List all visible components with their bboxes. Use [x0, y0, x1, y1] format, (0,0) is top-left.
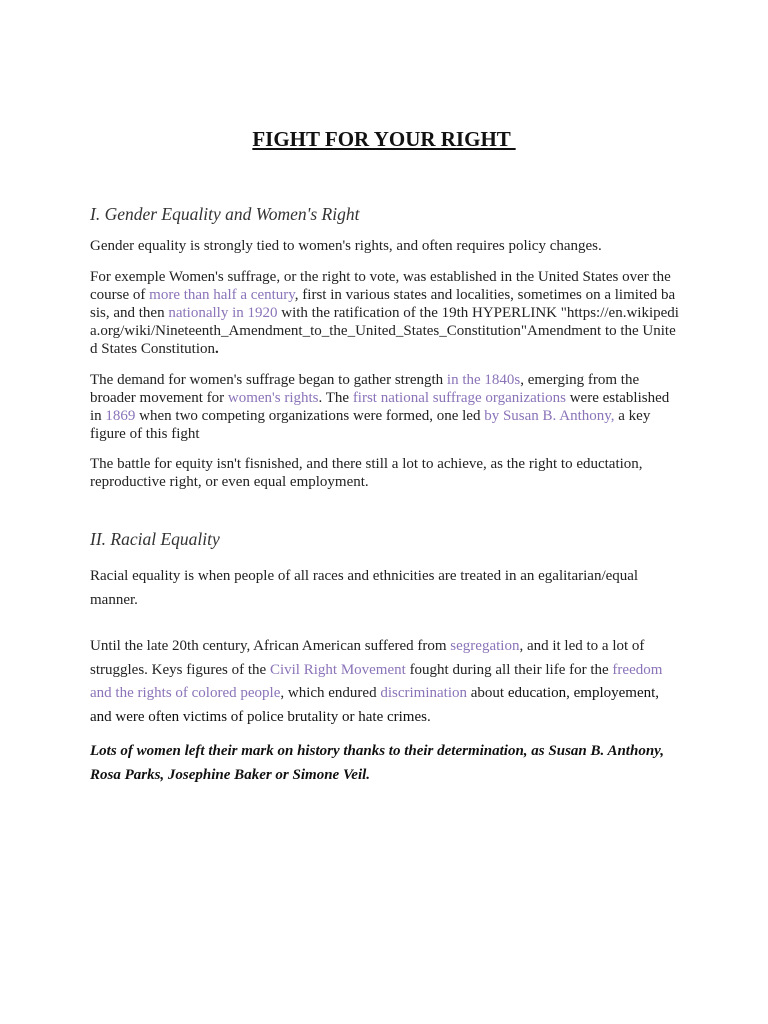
section-heading-racial-equality: II. Racial Equality — [90, 529, 220, 549]
text-run: were established in — [90, 390, 670, 424]
link-1869[interactable]: 1869 — [105, 408, 136, 424]
link-freedom-rights-colored-people[interactable]: freedom and the rights of colored people — [90, 661, 663, 701]
text-run: The demand for women's suffrage began to gather strength — [90, 372, 447, 388]
section-racial-equality — [90, 529, 680, 550]
section-gender-equality — [90, 204, 680, 225]
document-title: FIGHT FOR YOUR RIGHT — [252, 127, 516, 151]
text-run: fought during all their life for the — [405, 661, 613, 678]
text-run: , and it led to a lot of struggles. Keys figures of the — [90, 638, 645, 678]
paragraph-suffrage-demand — [90, 371, 680, 443]
link-segregation[interactable]: segregation — [450, 638, 520, 654]
text-run: . The — [318, 390, 353, 406]
text-run: education, employement, and were often victims of police brutality or hate crimes — [90, 685, 660, 725]
section-heading-gender-equality: I. Gender Equality and Women's Right — [90, 204, 360, 224]
link-more-than-half-century[interactable]: more than half a century — [149, 287, 295, 303]
link-in-the-1840s[interactable]: in the 1840s — [446, 372, 521, 388]
paragraph-segregation — [90, 635, 680, 729]
text-run: about — [466, 685, 508, 701]
closing-text: Lots of women left their mark on history thanks to their determination, as Susan B. Anthony, Rosa Parks, Josephine Baker or Simone Veil. — [90, 743, 665, 783]
text-run: , emerging from the broader movement for — [90, 372, 640, 406]
text-run: , which endured — [280, 685, 381, 701]
paragraph-text — [90, 371, 680, 443]
link-womens-rights[interactable]: women's rights — [227, 390, 319, 406]
link-civil-right-movement[interactable]: Civil Right Movement — [269, 661, 406, 678]
paragraph-text — [90, 635, 680, 729]
paragraph-text: The battle for equity isn't fisnished, and there still a lot to achieve, as the right to eductation, reproductive right, or even equal employment. — [90, 456, 643, 490]
paragraph-text — [90, 268, 680, 358]
text-run: with the ratification of the 19th HYPERLINK "https://en.wikipedia.org/wiki/Nineteenth_Amendment_to_the_United_States_Constitution"Amendment to the United States Constitution — [90, 305, 679, 357]
paragraph-battle-for-equity — [90, 455, 680, 491]
paragraph-gender-intro — [90, 237, 680, 255]
paragraph-text: Racial equality is when people of all races and ethnicities are treated in an egalitarian/equal manner. — [90, 568, 639, 608]
text-run-period: . — [215, 341, 219, 357]
link-susan-b-anthony[interactable]: by Susan B. Anthony, — [484, 408, 615, 424]
paragraph-racial-intro — [90, 565, 680, 612]
text-run: . — [426, 708, 431, 725]
text-run: , first in various states and localities, sometimes on a limited basis, and then — [90, 287, 676, 321]
closing-statement — [90, 740, 680, 787]
text-run: when two competing organizations were formed, one led — [135, 408, 485, 424]
link-first-national-suffrage-organizations[interactable]: first national suffrage organizations — [352, 390, 566, 406]
text-run: Until the late 20th century, African American suffered from — [90, 638, 451, 654]
link-nationally-1920[interactable]: nationally in 1920 — [168, 305, 278, 321]
text-run: a key figure of this fight — [90, 408, 651, 442]
text-run: For exemple Women's suffrage, or the right to vote, was established in the United States over the course of — [90, 269, 671, 303]
paragraph-suffrage — [90, 268, 680, 358]
link-discrimination[interactable]: discrimination — [380, 685, 467, 701]
paragraph-text: Gender equality is strongly tied to women's rights, and often requires policy changes. — [90, 238, 602, 254]
